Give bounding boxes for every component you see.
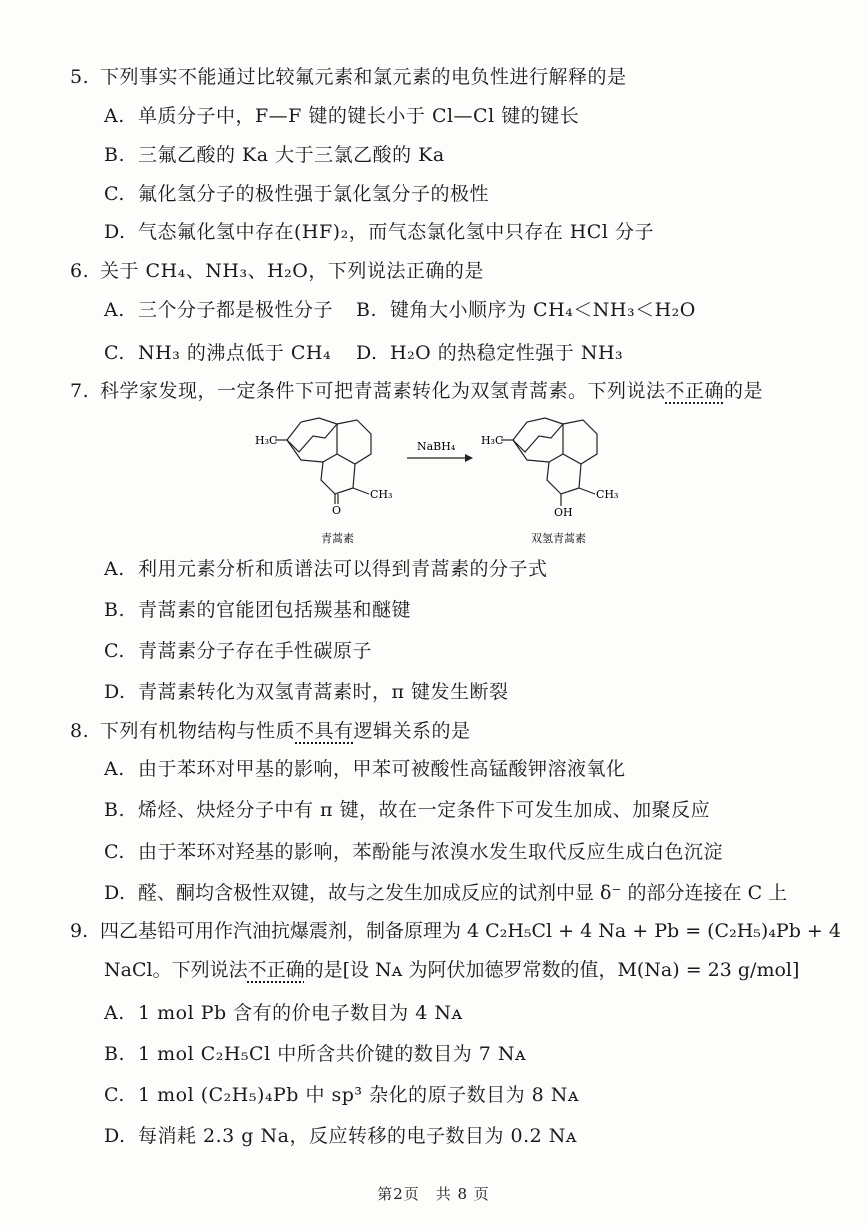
- ch3-label-right: CH₃: [596, 488, 619, 501]
- h3c-label-right: H₃C: [481, 434, 504, 447]
- q6-option-b: B. 键角大小顺序为 CH₄＜NH₃＜H₂O: [356, 299, 696, 321]
- emphasis-not-correct: 不正确: [665, 380, 725, 402]
- q9-option-a: A. 1 mol Pb 含有的价电子数目为 4 Nᴀ: [104, 1002, 463, 1024]
- question-7-stem: 7. 科学家发现，一定条件下可把青蒿素转化为双氢青蒿素。下列说法不正确的是: [70, 380, 764, 402]
- q9-option-c: C. 1 mol (C₂H₅)₄Pb 中 sp³ 杂化的原子数目为 8 Nᴀ: [104, 1084, 580, 1106]
- q7-option-b: B. 青蒿素的官能团包括羰基和醚键: [104, 599, 412, 621]
- q6-option-d: D. H₂O 的热稳定性强于 NH₃: [356, 342, 624, 364]
- artemisinin-name: 青蒿素: [321, 532, 354, 545]
- q8-option-a: A. 由于苯环对甲基的影响，甲苯可被酸性高锰酸钾溶液氧化: [104, 758, 626, 780]
- reagent-label: NaBH₄: [417, 440, 456, 453]
- page-footer: 第2页 共 8 页: [377, 1185, 490, 1203]
- carbonyl-o-label: O: [332, 504, 342, 517]
- question-9-stem-line2: NaCl。下列说法不正确的是[设 Nᴀ 为阿伏加德罗常数的值，M(Na) = 23 g/mol]: [104, 959, 800, 981]
- reaction-scheme: [255, 408, 619, 548]
- q7-option-c: C. 青蒿素分子存在手性碳原子: [104, 640, 373, 662]
- artemisinin-reaction-figure: [255, 408, 619, 548]
- q6-option-c: C. NH₃ 的沸点低于 CH₄: [104, 342, 332, 364]
- q5-option-c: C. 氟化氢分子的极性强于氯化氢分子的极性: [104, 183, 490, 205]
- q5-option-b: B. 三氟乙酸的 Ka 大于三氯乙酸的 Ka: [104, 144, 445, 166]
- q7-option-d: D. 青蒿素转化为双氢青蒿素时，π 键发生断裂: [104, 681, 509, 703]
- dihydroartemisinin-name: 双氢青蒿素: [531, 532, 586, 545]
- q9-option-b: B. 1 mol C₂H₅Cl 中所含共价键的数目为 7 Nᴀ: [104, 1043, 527, 1065]
- q7-option-a: A. 利用元素分析和质谱法可以得到青蒿素的分子式: [104, 558, 548, 580]
- q8-option-c: C. 由于苯环对羟基的影响，苯酚能与浓溴水发生取代反应生成白色沉淀: [104, 841, 724, 863]
- q9-option-d: D. 每消耗 2.3 g Na，反应转移的电子数目为 0.2 Nᴀ: [104, 1125, 578, 1147]
- q8-option-d: D. 醛、酮均含极性双键，故与之发生加成反应的试剂中显 δ⁻ 的部分连接在 C 上: [104, 882, 788, 904]
- arrow-head-icon: [465, 454, 473, 462]
- artemisinin-structure: [275, 418, 371, 504]
- emphasis-not-have: 不具有: [295, 720, 354, 742]
- question-6-stem: 6. 关于 CH₄、NH₃、H₂O，下列说法正确的是: [70, 260, 484, 282]
- q5-option-d: D. 气态氟化氢中存在(HF)₂，而气态氯化氢中只存在 HCl 分子: [104, 221, 654, 243]
- dihydroartemisinin-structure: [501, 418, 597, 506]
- h3c-label-left: H₃C: [255, 434, 278, 447]
- question-5-stem: 5. 下列事实不能通过比较氟元素和氯元素的电负性进行解释的是: [70, 66, 627, 88]
- ch3-label-left: CH₃: [370, 488, 393, 501]
- q5-option-a: A. 单质分子中，F—F 键的键长小于 Cl—Cl 键的键长: [104, 105, 580, 127]
- q6-option-a: A. 三个分子都是极性分子: [104, 299, 334, 321]
- question-8-stem: 8. 下列有机物结构与性质不具有逻辑关系的是: [70, 720, 471, 742]
- hydroxyl-label: OH: [554, 506, 573, 519]
- emphasis-not-correct-q9: 不正确: [247, 959, 305, 981]
- q8-option-b: B. 烯烃、炔烃分子中有 π 键，故在一定条件下可发生加成、加聚反应: [104, 799, 711, 821]
- question-9-stem: 9. 四乙基铅可用作汽油抗爆震剂，制备原理为 4 C₂H₅Cl + 4 Na + Pb = (C₂H₅)₄Pb + 4: [70, 920, 841, 942]
